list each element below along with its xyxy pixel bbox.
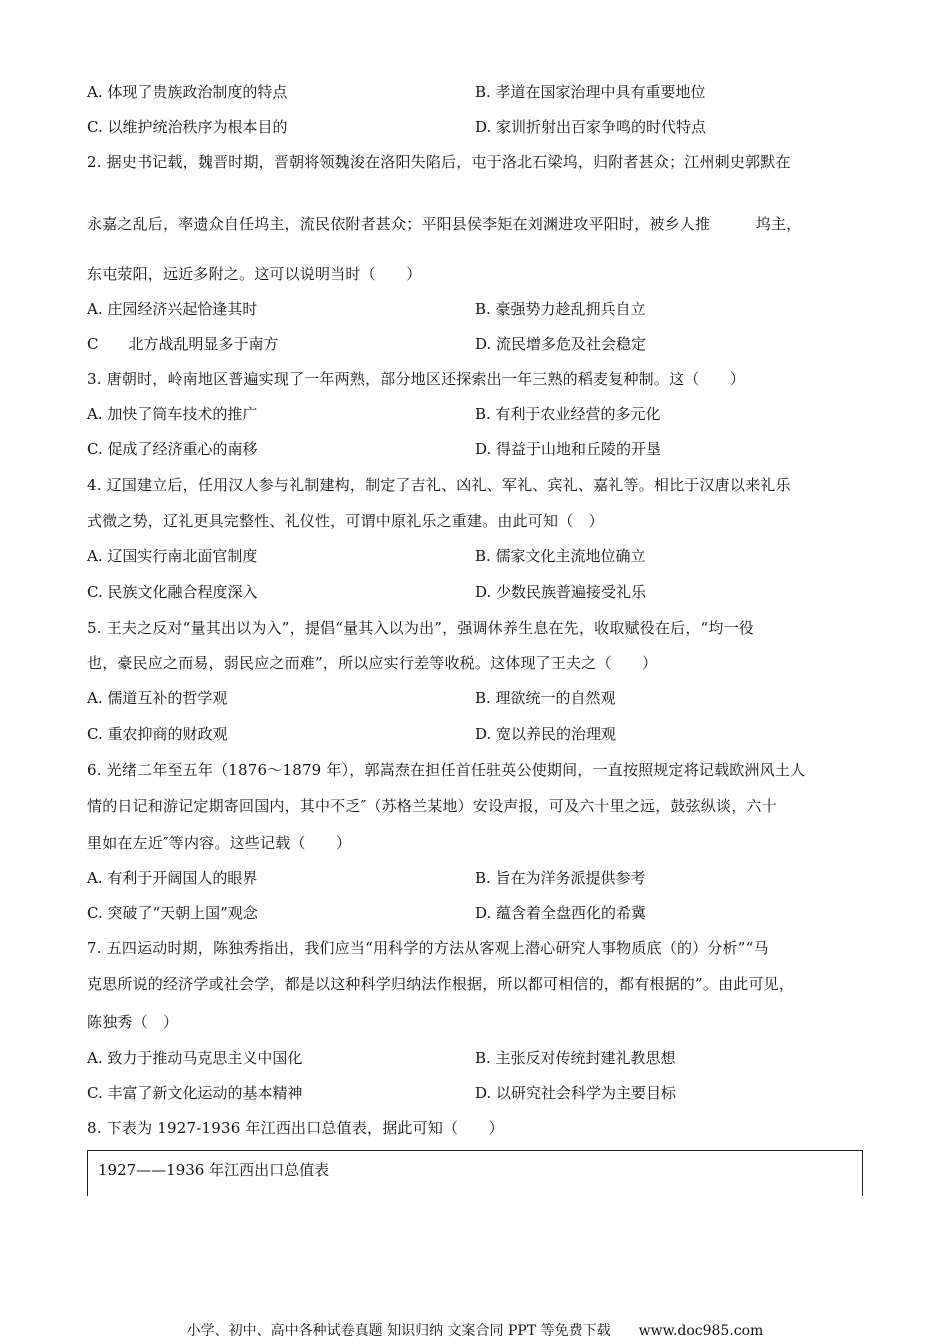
q7-stem-line2: 克思所说的经济学或社会学，都是以这种科学归纳法作根据，所以都可相信的，都有根据的”。由此可见， bbox=[87, 975, 795, 993]
q1-option-b: B. 孝道在国家治理中具有重要地位 bbox=[475, 83, 706, 101]
q4-option-a: A. 辽国实行南北面官制度 bbox=[87, 547, 258, 565]
q8-stem-line1: 8. 下表为 1927-1936 年江西出口总值表，据此可知（ ） bbox=[87, 1119, 504, 1137]
q7-stem-line3: 陈独秀（ ） bbox=[87, 1013, 179, 1031]
q7-option-a: A. 致力于推动马克思主义中国化 bbox=[87, 1049, 303, 1067]
q5-option-c: C. 重农抑商的财政观 bbox=[87, 725, 228, 743]
q2-stem-line1: 2. 据史书记载，魏晋时期，晋朝将领魏浚在洛阳失陷后，屯于洛北石梁坞，归附者甚众；江州刺史郭默在 bbox=[87, 153, 791, 171]
q2-stem-line2: 永嘉之乱后，率遗众自任坞主，流民依附者甚众；平阳县侯李矩在刘渊进攻平阳时，被乡人推 坞主， bbox=[87, 215, 802, 233]
q5-option-d: D. 宽以养民的治理观 bbox=[475, 725, 617, 743]
q3-option-d: D. 得益于山地和丘陵的开垦 bbox=[475, 440, 662, 458]
q3-stem-line1: 3. 唐朝时，岭南地区普遍实现了一年两熟，部分地区还探索出一年三熟的稻麦复种制。这（ ） bbox=[87, 370, 746, 388]
q1-option-d: D. 家训折射出百家争鸣的时代特点 bbox=[475, 118, 707, 136]
table-title: 1927——1936 年江西出口总值表 bbox=[98, 1161, 330, 1179]
q1-option-c: C. 以维护统治秩序为根本目的 bbox=[87, 118, 288, 136]
q2-stem-line3: 东屯荥阳，远近多附之。这可以说明当时（ ） bbox=[87, 265, 422, 283]
q3-option-c: C. 促成了经济重心的南移 bbox=[87, 440, 258, 458]
q7-option-d: D. 以研究社会科学为主要目标 bbox=[475, 1084, 677, 1102]
q6-option-c: C. 突破了“天朝上国”观念 bbox=[87, 904, 258, 922]
q7-option-c: C. 丰富了新文化运动的基本精神 bbox=[87, 1084, 303, 1102]
q7-stem-line1: 7. 五四运动时期，陈独秀指出，我们应当“用科学的方法从客观上潜心研究人事物质底（的）分析”“马 bbox=[87, 939, 769, 957]
q6-stem-line2: 情的日记和游记定期寄回国内，其中不乏″（苏格兰某地）安设声报，可及六十里之远，鼓弦纵谈，六十 bbox=[87, 797, 777, 815]
q6-stem-line1: 6. 光绪二年至五年（1876～1879 年），郭嵩焘在担任首任驻英公使期间，一直按照规定将记载欧洲风土人 bbox=[87, 761, 806, 779]
q1-option-a: A. 体现了贵族政治制度的特点 bbox=[87, 83, 288, 101]
q5-option-b: B. 理欲统一的自然观 bbox=[475, 689, 616, 707]
q2-option-c: C 北方战乱明显多于南方 bbox=[87, 335, 279, 353]
q6-option-a: A. 有利于开阔国人的眼界 bbox=[87, 869, 258, 887]
q4-option-b: B. 儒家文化主流地位确立 bbox=[475, 547, 646, 565]
q3-option-a: A. 加快了筒车技术的推广 bbox=[87, 405, 258, 423]
q4-option-d: D. 少数民族普遍接受礼乐 bbox=[475, 583, 647, 601]
page-footer: 小学、初中、高中各种试卷真题 知识归纳 文案合同 PPT 等免费下载 www.doc985.com bbox=[186, 1323, 764, 1339]
q5-stem-line2: 也，豪民应之而易，弱民应之而难”，所以应实行差等收税。这体现了王夫之（ ） bbox=[87, 654, 658, 672]
q2-option-d: D. 流民增多危及社会稳定 bbox=[475, 335, 647, 353]
export-value-table bbox=[87, 1150, 863, 1196]
q2-option-b: B. 豪强势力趁乱拥兵自立 bbox=[475, 300, 646, 318]
q6-option-b: B. 旨在为洋务派提供参考 bbox=[475, 869, 646, 887]
q6-option-d: D. 蕴含着全盘西化的希冀 bbox=[475, 904, 647, 922]
q4-option-c: C. 民族文化融合程度深入 bbox=[87, 583, 258, 601]
q5-option-a: A. 儒道互补的哲学观 bbox=[87, 689, 228, 707]
q2-option-a: A. 庄园经济兴起恰逢其时 bbox=[87, 300, 258, 318]
q6-stem-line3: 里如在左近″等内容。这些记载（ ） bbox=[87, 834, 352, 852]
q4-stem-line1: 4. 辽国建立后，任用汉人参与礼制建构，制定了吉礼、凶礼、军礼、宾礼、嘉礼等。相比于汉唐以来礼乐 bbox=[87, 476, 791, 494]
q5-stem-line1: 5. 王夫之反对“量其出以为入”，提倡“量其入以为出”，强调休养生息在先，收取赋役在后，“均一役 bbox=[87, 619, 755, 637]
q4-stem-line2: 式微之势，辽礼更具完整性、礼仪性，可谓中原礼乐之重建。由此可知（ ） bbox=[87, 512, 604, 530]
q7-option-b: B. 主张反对传统封建礼教思想 bbox=[475, 1049, 676, 1067]
q3-option-b: B. 有利于农业经营的多元化 bbox=[475, 405, 661, 423]
